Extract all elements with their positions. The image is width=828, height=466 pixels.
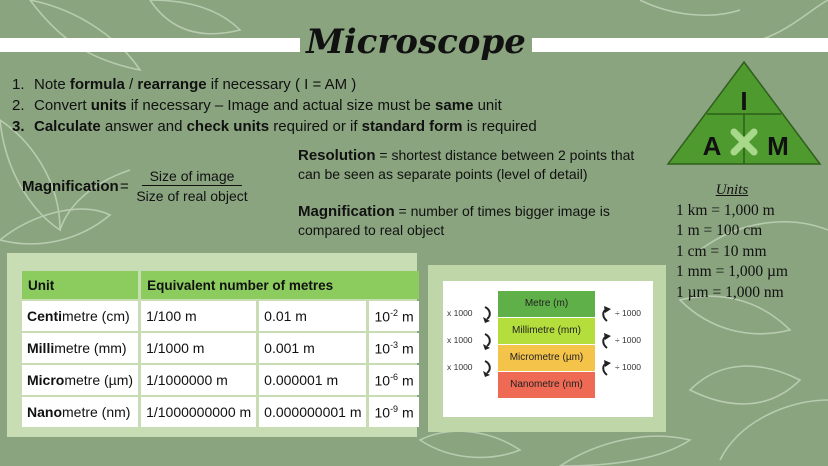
units-line: 1 µm = 1,000 nm	[676, 283, 784, 301]
units-line: 1 m = 100 cm	[676, 222, 763, 239]
magnification-definition	[298, 202, 658, 240]
table-header-row	[22, 271, 419, 299]
fraction-cell: 1/1000000 m	[141, 365, 256, 395]
triangle-right-letter: M	[767, 131, 789, 161]
power-base: 10	[374, 372, 391, 389]
unit-cell	[22, 333, 138, 363]
step-text: is required	[462, 118, 537, 135]
magnification-term: Magnification	[298, 203, 395, 220]
power-cell	[369, 397, 418, 427]
unit-prefix: Micro	[27, 372, 65, 388]
units-box	[676, 180, 788, 303]
step-text: Convert	[34, 97, 91, 114]
unit-rest: metre (µm)	[64, 372, 134, 388]
power-exponent: -6	[390, 371, 399, 382]
step-text: if necessary – Image and actual size must be	[126, 97, 436, 114]
multiply-label: x 1000	[447, 335, 473, 345]
power-unit: m	[398, 340, 414, 357]
unit-cell	[22, 301, 138, 331]
step-item	[12, 95, 537, 116]
multiply-label: x 1000	[447, 308, 473, 318]
steps-list	[12, 74, 537, 137]
title-bar-left	[0, 38, 300, 52]
table-row	[22, 333, 419, 363]
step-number: 3.	[12, 118, 25, 135]
power-cell	[369, 365, 418, 395]
unit-prefix: Nano	[27, 404, 62, 420]
formula-fraction	[134, 168, 250, 204]
unit-cell	[22, 365, 138, 395]
unit-rest: metre (nm)	[62, 404, 131, 420]
step-text: answer and	[100, 118, 187, 135]
iam-triangle	[666, 60, 822, 166]
unit-table	[19, 269, 422, 429]
conversion-diagram	[443, 281, 653, 417]
curved-arrow-down-icon	[481, 359, 495, 377]
decimal-cell: 0.01 m	[259, 301, 366, 331]
units-heading: Units	[715, 182, 749, 198]
step-text: standard form	[361, 118, 463, 135]
unit-rest: metre (cm)	[62, 308, 130, 324]
level-box: Metre (m)	[498, 291, 595, 317]
level-box: Micrometre (µm)	[498, 345, 595, 371]
table-row	[22, 365, 419, 395]
curved-arrow-down-icon	[481, 332, 495, 350]
header-equivalent: Equivalent number of metres	[141, 271, 419, 299]
divide-label: ÷ 1000	[615, 362, 641, 372]
fraction-cell: 1/100 m	[141, 301, 256, 331]
decimal-cell: 0.000000001 m	[259, 397, 366, 427]
units-line: 1 km = 1,000 m	[676, 201, 775, 219]
power-unit: m	[398, 308, 414, 325]
power-exponent: -2	[390, 307, 399, 318]
unit-prefix: Milli	[27, 340, 55, 356]
resolution-text: = shortest distance between 2 points that can be seen as separate points (level of detail)	[298, 147, 635, 182]
unit-prefix: Centi	[27, 308, 62, 324]
step-text: /	[124, 76, 138, 93]
conversion-panel	[428, 265, 666, 432]
header-unit: Unit	[22, 271, 138, 299]
curved-arrow-up-icon	[599, 359, 613, 377]
step-text: unit	[473, 97, 502, 114]
definitions	[298, 146, 658, 258]
multiply-label: x 1000	[447, 362, 473, 372]
power-base: 10	[374, 308, 391, 325]
power-unit: m	[398, 404, 414, 421]
power-base: 10	[374, 404, 391, 421]
step-text: formula	[69, 76, 125, 93]
step-text: Note	[34, 76, 70, 93]
level-box: Nanometre (nm)	[498, 372, 595, 398]
step-number: 1.	[12, 76, 25, 93]
resolution-term: Resolution	[298, 147, 376, 164]
table-row	[22, 397, 419, 427]
step-text: check units	[186, 118, 270, 135]
formula-equals: =	[120, 178, 129, 195]
magnification-text: = number of times bigger image is compared to real object	[298, 203, 610, 238]
fraction-cell: 1/1000000000 m	[141, 397, 256, 427]
curved-arrow-up-icon	[599, 332, 613, 350]
power-exponent: -9	[390, 403, 399, 414]
step-item	[12, 116, 537, 137]
units-line: 1 mm = 1,000 µm	[676, 263, 788, 280]
curved-arrow-up-icon	[599, 305, 613, 323]
divide-label: ÷ 1000	[615, 308, 641, 318]
step-text: required or if	[269, 118, 362, 135]
unit-table-panel	[7, 253, 417, 437]
unit-cell	[22, 397, 138, 427]
page-title: Microscope	[306, 22, 526, 62]
units-line: 1 cm = 10 mm	[676, 242, 767, 260]
step-text: Calculate	[34, 118, 101, 135]
step-text: units	[90, 97, 127, 114]
level-box: Millimetre (mm)	[498, 318, 595, 344]
formula-numerator: Size of image	[142, 168, 243, 186]
step-text: rearrange	[137, 76, 207, 93]
title-bar-right	[532, 38, 828, 52]
fraction-cell: 1/1000 m	[141, 333, 256, 363]
decimal-cell: 0.001 m	[259, 333, 366, 363]
power-base: 10	[374, 340, 391, 357]
power-cell	[369, 301, 418, 331]
triangle-top-letter: I	[740, 86, 748, 116]
step-text: same	[435, 97, 474, 114]
triangle-left-letter: A	[702, 131, 722, 161]
decimal-cell: 0.000001 m	[259, 365, 366, 395]
power-exponent: -3	[390, 339, 399, 350]
curved-arrow-down-icon	[481, 305, 495, 323]
formula-denominator: Size of real object	[136, 188, 248, 204]
step-item	[12, 74, 537, 95]
power-unit: m	[398, 372, 414, 389]
resolution-definition	[298, 146, 658, 184]
divide-label: ÷ 1000	[615, 335, 641, 345]
formula-label: Magnification	[22, 178, 119, 195]
power-cell	[369, 333, 418, 363]
step-text: if necessary ( I = AM )	[206, 76, 357, 93]
table-row	[22, 301, 419, 331]
step-number: 2.	[12, 97, 25, 114]
unit-rest: metre (mm)	[54, 340, 127, 356]
